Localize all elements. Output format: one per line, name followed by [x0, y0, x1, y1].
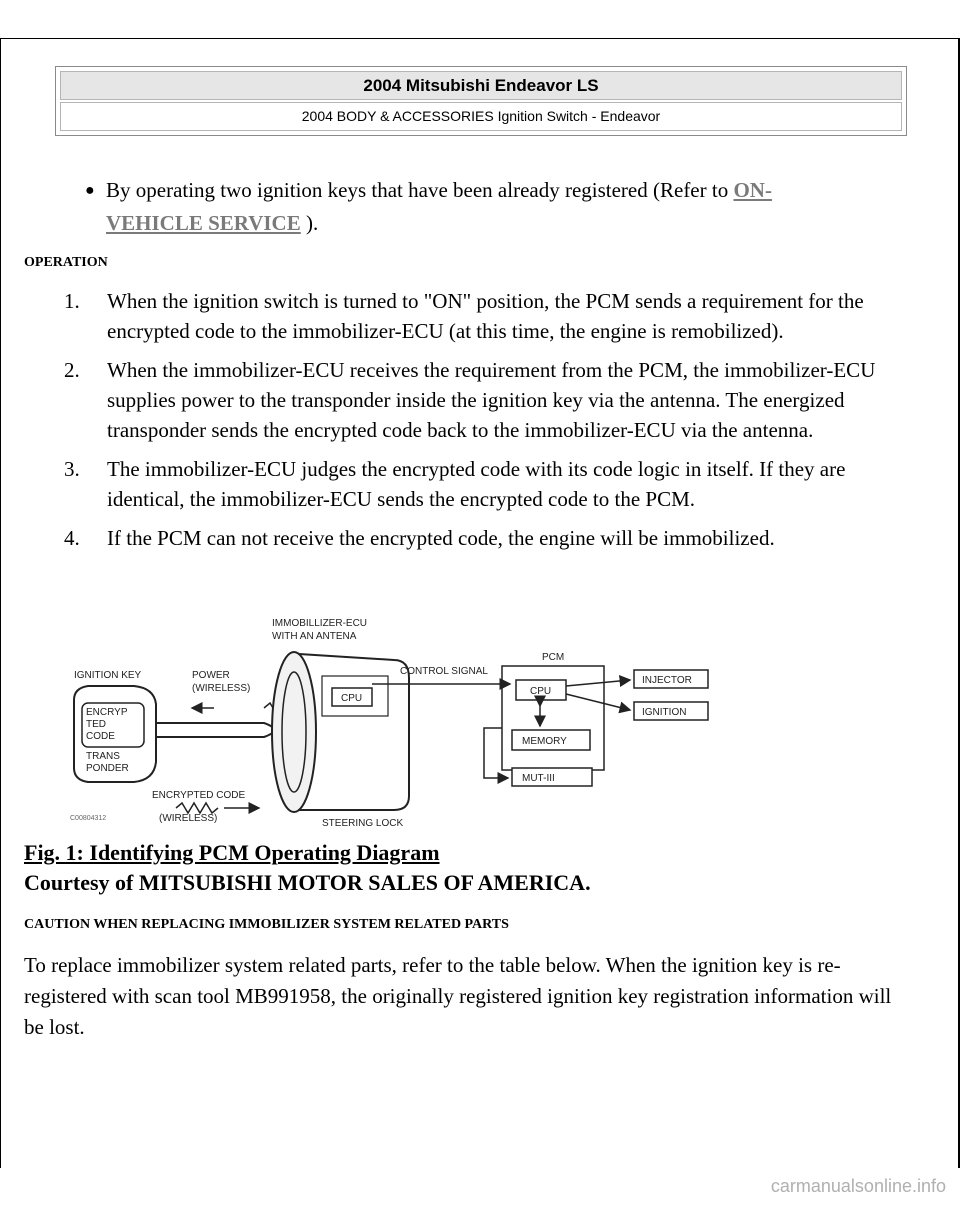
ecu-cpu-label: CPU — [341, 693, 363, 704]
step-text: When the immobilizer-ECU receives the requirement from the PCM, the immobilizer-ECU supplies power to the transponder inside the ignition key via the antenna. The energized transponder sends the encrypted code back to the immobilizer-ECU via the antenna. — [107, 358, 876, 442]
step-number: 2. — [64, 358, 80, 382]
page-top-rule — [0, 38, 960, 39]
bullet-dot-icon: ● — [85, 182, 95, 199]
step-number: 4. — [64, 526, 80, 550]
encrypted-code-label: ENCRYPTED CODE — [152, 790, 246, 801]
step-text: If the PCM can not receive the encrypted code, the engine will be immobilized. — [107, 526, 775, 550]
operation-heading: OPERATION — [24, 255, 108, 270]
document-header — [55, 66, 907, 136]
mut-label: MUT-III — [522, 773, 555, 784]
figure-courtesy: Courtesy of MITSUBISHI MOTOR SALES OF AMERICA. — [24, 870, 591, 895]
pcm-operating-diagram — [64, 608, 724, 830]
wireless-label: (WIRELESS) — [159, 813, 218, 824]
pcm-cpu-label: CPU — [530, 686, 552, 697]
ecu-title-2: WITH AN ANTENA — [272, 631, 357, 642]
step-text: When the ignition switch is turned to "ON" position, the PCM sends a requirement for the encrypted code to the immobilizer-ECU (at this time, the engine is remobilized). — [107, 289, 864, 343]
on-vehicle-service-link[interactable]: ON- VEHICLE SERVICE — [106, 178, 772, 235]
power-wireless-label: (WIRELESS) — [192, 683, 251, 694]
key-label-4: TRANS — [86, 751, 120, 762]
header-subtitle: 2004 BODY & ACCESSORIES Ignition Switch - Endeavor — [60, 102, 902, 131]
injector-arrow — [566, 680, 630, 686]
figure-id: C00804312 — [70, 815, 107, 822]
step-item — [64, 523, 924, 553]
page-left-rule — [0, 38, 1, 1168]
key-label-5: PONDER — [86, 763, 129, 774]
power-label: POWER — [192, 670, 230, 681]
injector-label: INJECTOR — [642, 675, 692, 686]
caution-paragraph: To replace immobilizer system related parts, refer to the table below. When the ignition key is re-registered with scan tool MB991958, the originally registered ignition key registration information will be lost. — [24, 953, 892, 1039]
figure-title-link[interactable]: Fig. 1: Identifying PCM Operating Diagram — [24, 840, 440, 865]
intro-bullet — [85, 174, 915, 239]
ignition-key-label: IGNITION KEY — [74, 670, 142, 681]
ignition-label: IGNITION — [642, 707, 687, 718]
step-text: The immobilizer-ECU judges the encrypted code with its code logic in itself. If they are identical, the immobilizer-ECU sends the encrypted code to the PCM. — [107, 457, 846, 511]
ecu-title-1: IMMOBILLIZER-ECU — [272, 618, 368, 629]
key-label-1: ENCRYP — [86, 707, 128, 718]
step-item — [64, 286, 924, 346]
control-signal-label: CONTROL SIGNAL — [400, 666, 488, 677]
header-title: 2004 Mitsubishi Endeavor LS — [60, 71, 902, 100]
immobilizer-ecu-drawing — [272, 652, 409, 812]
bullet-text-before: By operating two ignition keys that have been already registered (Refer to — [106, 178, 734, 202]
step-number: 3. — [64, 457, 80, 481]
watermark: carmanualsonline.info — [770, 1176, 946, 1196]
encrypted-wave — [176, 803, 218, 813]
ignition-arrow — [566, 694, 630, 710]
caution-heading: CAUTION WHEN REPLACING IMMOBILIZER SYSTEM RELATED PARTS — [24, 917, 509, 932]
operation-steps — [64, 286, 924, 562]
step-number: 1. — [64, 289, 80, 313]
figure-caption — [24, 838, 591, 898]
step-item — [64, 454, 924, 514]
bullet-text-after: ). — [300, 211, 319, 235]
key-label-3: CODE — [86, 731, 115, 742]
pcm-label: PCM — [542, 652, 565, 663]
memory-label: MEMORY — [522, 736, 567, 747]
step-item — [64, 355, 924, 445]
key-label-2: TED — [86, 719, 106, 730]
steering-lock-label: STEERING LOCK — [322, 818, 404, 829]
